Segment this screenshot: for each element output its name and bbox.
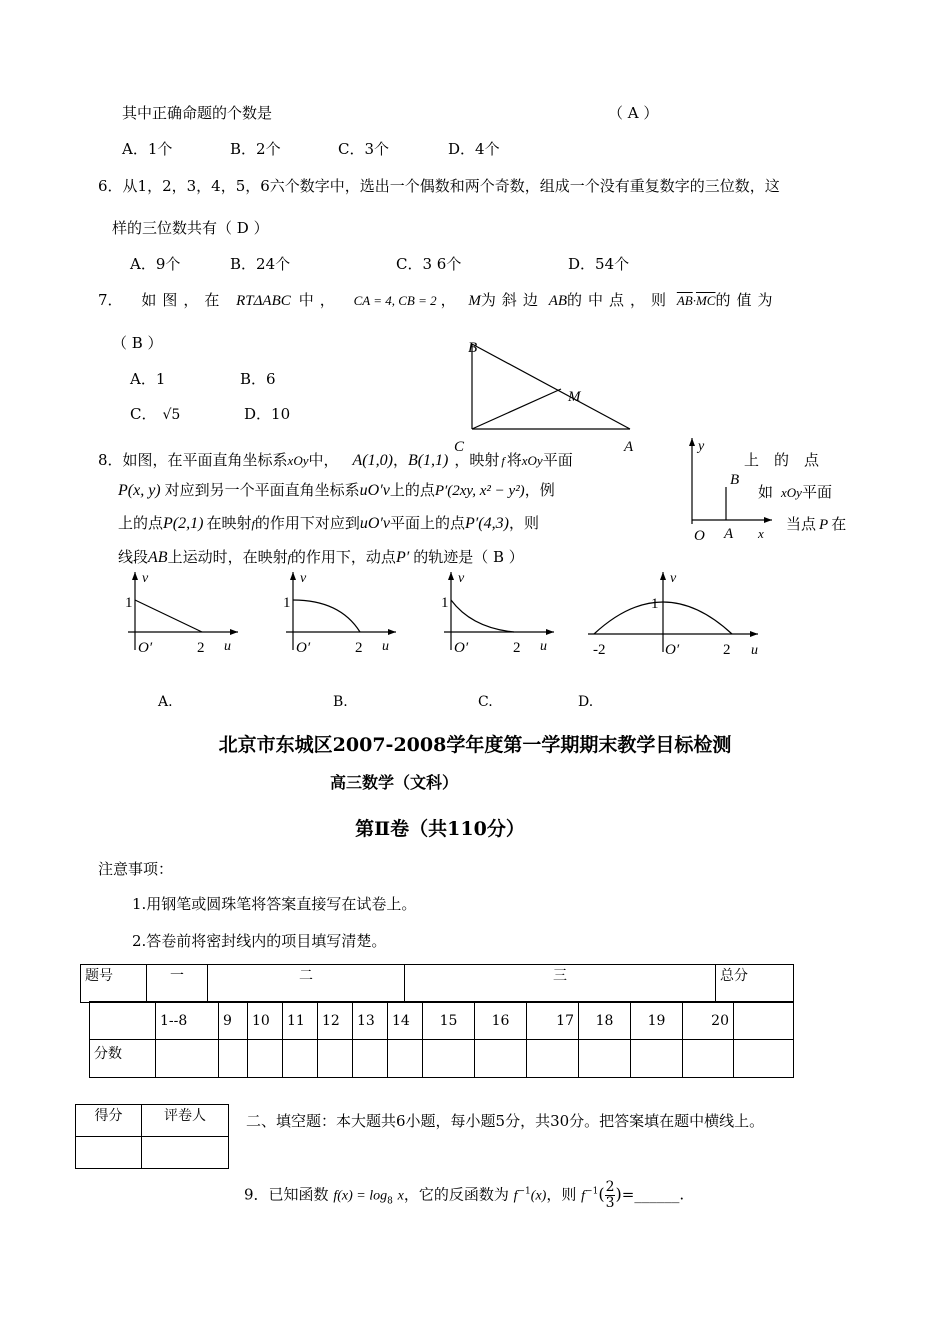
label-origin: O′ <box>454 640 469 656</box>
hypotenuse-ab <box>472 344 630 429</box>
triangle-figure <box>440 330 650 460</box>
label-y: y <box>698 439 705 454</box>
score-table-header <box>80 964 794 1003</box>
score-cell[interactable] <box>156 1040 219 1078</box>
q8-option-c: C. <box>478 694 493 710</box>
q7-option-a: A．1 <box>130 370 166 388</box>
q9-answer-blank[interactable]: ______ <box>634 1185 680 1204</box>
v-arrow-icon <box>660 572 666 580</box>
graph-c <box>441 571 554 656</box>
graph-b <box>283 571 396 656</box>
notes-heading: 注意事项： <box>98 860 174 878</box>
q7-option-c: C． √5 <box>130 405 181 423</box>
label-one: 1 <box>441 595 449 611</box>
v-arrow-icon <box>132 572 138 580</box>
q7-question: 7． 如图，在 RTΔABC 中， CA = 4, CB = 2 ， M为斜边 AB的中点，则 $\overline{AB}\cdot\overline{MC}$的值为 <box>98 291 779 309</box>
note-2: 2.答卷前将密封线内的项目填写清楚。 <box>132 932 387 950</box>
label-one: 1 <box>651 596 659 612</box>
label-v: v <box>300 571 307 586</box>
q8-line1: 8．如图，在平面直角坐标系xOy中， A(1,0)，B(1,1) ，映射 f 将xOy平面 <box>98 451 573 469</box>
score-cell[interactable] <box>423 1040 475 1078</box>
score-cell[interactable] <box>475 1040 527 1078</box>
q6-option-a: A．9个 <box>130 255 181 273</box>
label-b: B <box>468 340 478 356</box>
curve-a <box>135 600 202 632</box>
number-9: 9 <box>219 1002 248 1040</box>
label-two: 2 <box>355 640 363 656</box>
q8-option-a: A. <box>158 694 173 710</box>
label-a: A <box>624 439 634 455</box>
note-1: 1.用钢笔或圆珠笔将答案直接写在试卷上。 <box>132 895 417 913</box>
score-row-label: 分数 <box>90 1040 156 1078</box>
u-arrow-icon <box>230 629 238 635</box>
q7-answer: （ B ） <box>112 334 163 352</box>
q5-option-b: B．2个 <box>230 140 281 158</box>
grader-score-label: 得分 <box>76 1105 142 1137</box>
number-15: 15 <box>423 1002 475 1040</box>
number-17: 17 <box>527 1002 579 1040</box>
score-cell[interactable] <box>283 1040 318 1078</box>
q6-line1: 6．从1，2，3，4，5，6六个数字中，选出一个偶数和两个奇数，组成一个没有重复数字的三位数，这 <box>98 177 780 195</box>
label-a: A <box>724 526 734 542</box>
u-arrow-icon <box>388 629 396 635</box>
q5-stem: 其中正确命题的个数是 <box>122 104 273 122</box>
q5-option-c: C．3个 <box>338 140 390 158</box>
fraction: $\frac{2}{3}$ <box>605 1179 615 1211</box>
volume-title: 第Ⅱ卷（共110分） <box>355 818 525 840</box>
grader-score-cell[interactable] <box>76 1137 142 1169</box>
score-cell[interactable] <box>219 1040 248 1078</box>
y-arrow-icon <box>689 438 695 446</box>
q6-option-b: B．24个 <box>230 255 291 273</box>
number-19: 19 <box>631 1002 683 1040</box>
q8-option-d: D. <box>578 694 594 710</box>
score-cell[interactable] <box>683 1040 734 1078</box>
label-neg-two: -2 <box>593 642 606 658</box>
grader-box <box>75 1104 229 1169</box>
q5-option-d: D．4个 <box>448 140 500 158</box>
graph-d <box>588 571 758 658</box>
curve-b <box>293 600 360 632</box>
q8-line3: 上的点P(2,1) 在映射f的作用下对应到uO′v平面上的点P′(4,3)，则 <box>118 514 539 532</box>
number-16: 16 <box>475 1002 527 1040</box>
v-arrow-icon <box>290 572 296 580</box>
label-v: v <box>670 571 677 586</box>
label-origin: O′ <box>138 640 153 656</box>
score-cell[interactable] <box>631 1040 683 1078</box>
option-graphs <box>110 566 790 666</box>
median-mc <box>472 389 561 429</box>
label-c: C <box>454 439 465 455</box>
label-one: 1 <box>125 595 133 611</box>
number-12: 12 <box>318 1002 353 1040</box>
label-two: 2 <box>723 642 731 658</box>
q6-option-c: C．3 6个 <box>396 255 462 273</box>
number-1-8: 1--8 <box>156 1002 219 1040</box>
label-o: O <box>694 528 705 544</box>
grader-name-label: 评卷人 <box>142 1105 229 1137</box>
score-cell[interactable] <box>734 1040 794 1078</box>
q5-option-a: A．1个 <box>122 140 173 158</box>
score-cell[interactable] <box>353 1040 388 1078</box>
q8-option-b: B. <box>333 694 348 710</box>
label-b: B <box>730 472 740 488</box>
header-total: 总分 <box>716 965 794 1003</box>
number-18: 18 <box>579 1002 631 1040</box>
number-11: 11 <box>283 1002 318 1040</box>
score-cell[interactable] <box>388 1040 423 1078</box>
number-13: 13 <box>353 1002 388 1040</box>
u-arrow-icon <box>750 631 758 637</box>
xoy-figure <box>672 432 782 547</box>
page-subtitle: 高三数学（文科） <box>330 773 459 792</box>
label-m: M <box>568 389 581 405</box>
v-arrow-icon <box>448 572 454 580</box>
score-table-body <box>89 1001 794 1078</box>
q5-answer: （ A ） <box>608 104 659 122</box>
label-origin: O′ <box>665 642 680 658</box>
section-2-instructions: 二、填空题：本大题共6小题，每小题5分，共30分。把答案填在题中横线上。 <box>246 1112 765 1130</box>
label-v: v <box>142 571 149 586</box>
number-total-blank <box>734 1002 794 1040</box>
q8-line2: P(x, y) 对应到另一个平面直角坐标系uO′v上的点P′(2xy, x² − y²)，例 <box>118 481 555 499</box>
q8-line4: 线段AB上运动时，在映射f的作用下，动点P′ 的轨迹是（ B ） <box>118 548 524 566</box>
q6-option-d: D．54个 <box>568 255 630 273</box>
label-v: v <box>458 571 465 586</box>
header-part1: 一 <box>147 965 208 1003</box>
q7-option-b: B．6 <box>240 370 276 388</box>
x-arrow-icon <box>764 517 772 523</box>
grader-name-cell[interactable] <box>142 1137 229 1169</box>
u-arrow-icon <box>546 629 554 635</box>
q8-line3-right: 当点 P 在 <box>786 515 847 533</box>
q7-option-d: D．10 <box>244 405 291 423</box>
label-u: u <box>224 639 231 654</box>
label-u: u <box>540 639 547 654</box>
label-origin: O′ <box>296 640 311 656</box>
label-one: 1 <box>283 595 291 611</box>
q8-line2-right: 如 xOy平面 <box>758 483 832 501</box>
label-x: x <box>758 526 764 541</box>
q8-line1-right: 上 的 点 <box>744 451 820 469</box>
label-two: 2 <box>513 640 521 656</box>
q6-line2: 样的三位数共有（ D ） <box>112 219 269 237</box>
header-part2: 二 <box>208 965 405 1003</box>
label-u: u <box>382 639 389 654</box>
number-20: 20 <box>683 1002 734 1040</box>
label-two: 2 <box>197 640 205 656</box>
score-cell[interactable] <box>248 1040 283 1078</box>
score-cell[interactable] <box>318 1040 353 1078</box>
score-cell[interactable] <box>527 1040 579 1078</box>
curve-c <box>451 600 514 632</box>
number-blank <box>90 1002 156 1040</box>
number-10: 10 <box>248 1002 283 1040</box>
page-title: 北京市东城区2007-2008学年度第一学期期末教学目标检测 <box>218 734 732 756</box>
label-u: u <box>751 643 758 658</box>
graph-a <box>125 571 238 656</box>
header-part3: 三 <box>405 965 716 1003</box>
number-14: 14 <box>388 1002 423 1040</box>
score-cell[interactable] <box>579 1040 631 1078</box>
q9-question: 9．已知函数 $f(x) = \log_8 x$，它的反函数为 $f^{-1}(x)$，则 $f^{-1}$( $\frac{2}{3}$ )=______. <box>244 1179 685 1211</box>
header-number: 题号 <box>81 965 147 1003</box>
